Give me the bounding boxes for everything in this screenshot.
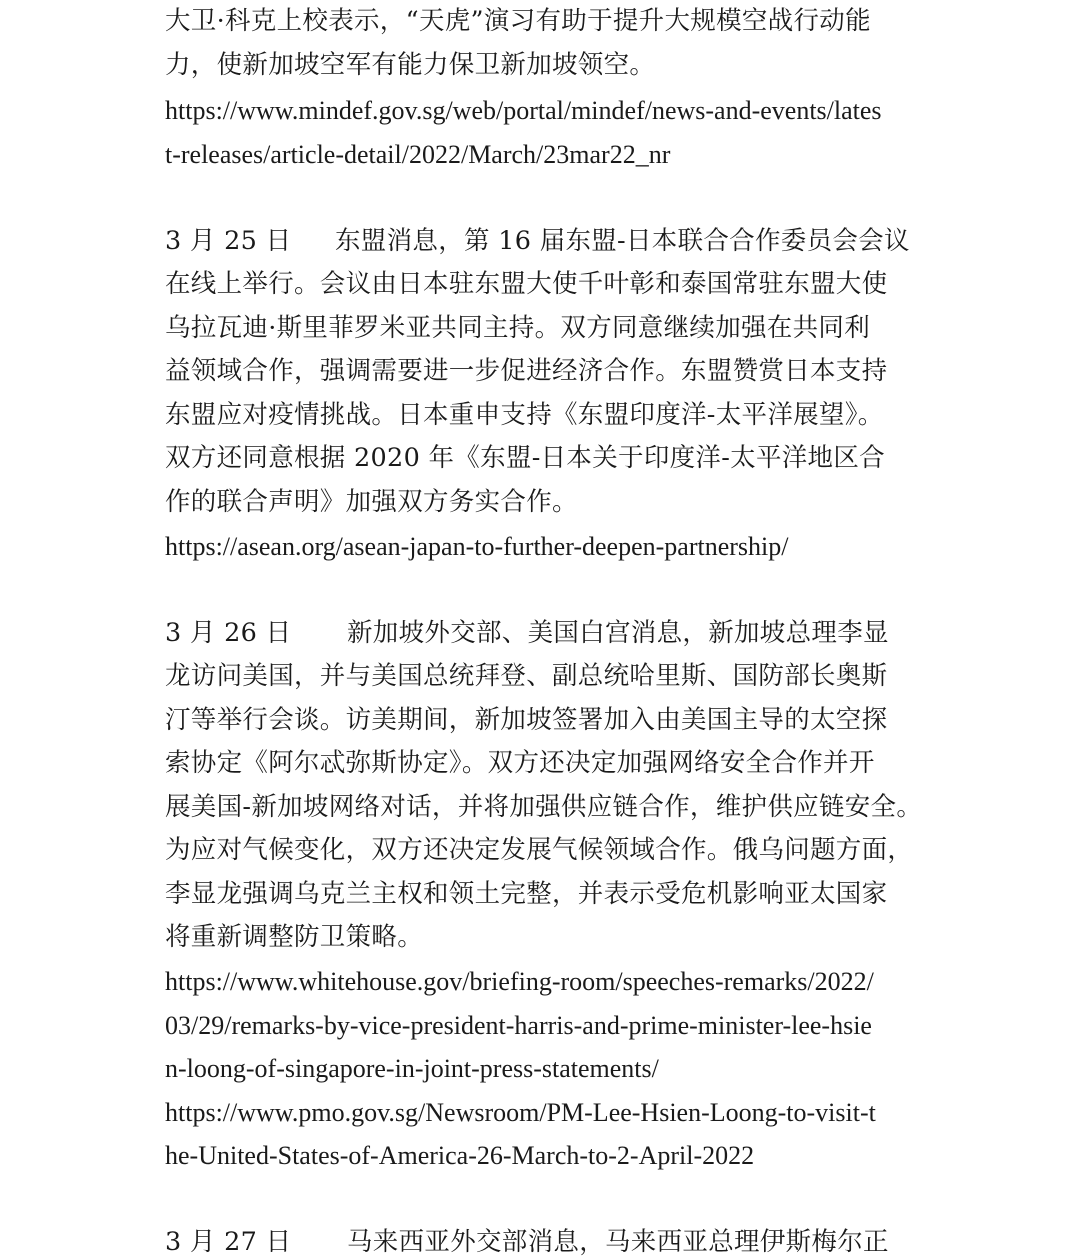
source-url[interactable]: t-releases/article-detail/2022/March/23mar22_nr xyxy=(165,140,671,169)
paragraph-line: 大卫·科克上校表示，“天虎”演习有助于提升大规模空战行动能 xyxy=(165,6,871,36)
paragraph-line: 龙访问美国，并与美国总统拜登、副总统哈里斯、国防部长奥斯 xyxy=(165,661,888,691)
paragraph-line: 为应对气候变化，双方还决定发展气候领域合作。俄乌问题方面， xyxy=(165,835,914,865)
paragraph-line: 作的联合声明》加强双方务实合作。 xyxy=(165,487,578,517)
paragraph-line: 东盟消息，第 16 届东盟-日本联合合作委员会会议 xyxy=(335,226,910,256)
paragraph-line: 双方还同意根据 2020 年《东盟-日本关于印度洋-太平洋地区合 xyxy=(165,443,885,473)
paragraph-line: 展美国-新加坡网络对话，并将加强供应链合作，维护供应链安全。 xyxy=(165,792,923,822)
paragraph-line: 东盟应对疫情挑战。日本重申支持《东盟印度洋-太平洋展望》。 xyxy=(165,400,884,430)
source-url[interactable]: https://www.whitehouse.gov/briefing-room/speeches-remarks/2022/ xyxy=(165,967,874,996)
source-url[interactable]: he-United-States-of-America-26-March-to-2-April-2022 xyxy=(165,1141,755,1170)
paragraph-line: 汀等举行会谈。访美期间，新加坡签署加入由美国主导的太空探 xyxy=(165,705,888,735)
paragraph-line: 在线上举行。会议由日本驻东盟大使千叶彰和泰国常驻东盟大使 xyxy=(165,269,888,299)
paragraph-line: 力，使新加坡空军有能力保卫新加坡领空。 xyxy=(165,50,656,80)
entry-heading xyxy=(165,224,910,258)
entry-heading xyxy=(165,1225,889,1259)
paragraph-line: 马来西亚外交部消息，马来西亚总理伊斯梅尔正 xyxy=(347,1227,889,1257)
source-url[interactable]: https://asean.org/asean-japan-to-further-deepen-partnership/ xyxy=(165,532,789,561)
entry-date: 3 月 27 日 xyxy=(165,1227,292,1257)
paragraph-line: 将重新调整防卫策略。 xyxy=(165,922,424,952)
paragraph-line: 李显龙强调乌克兰主权和领土完整，并表示受危机影响亚太国家 xyxy=(165,879,888,909)
source-url[interactable]: 03/29/remarks-by-vice-president-harris-and-prime-minister-lee-hsie xyxy=(165,1011,872,1040)
source-url[interactable]: https://www.pmo.gov.sg/Newsroom/PM-Lee-Hsien-Loong-to-visit-t xyxy=(165,1098,876,1127)
paragraph-line: 新加坡外交部、美国白宫消息，新加坡总理李显 xyxy=(347,618,889,648)
entry-heading xyxy=(165,616,889,650)
source-url[interactable]: https://www.mindef.gov.sg/web/portal/mindef/news-and-events/lates xyxy=(165,96,882,125)
source-url[interactable]: n-loong-of-singapore-in-joint-press-statements/ xyxy=(165,1054,659,1083)
entry-date: 3 月 26 日 xyxy=(165,618,292,648)
paragraph-line: 乌拉瓦迪·斯里菲罗米亚共同主持。双方同意继续加强在共同利 xyxy=(165,313,871,343)
paragraph-line: 索协定《阿尔忒弥斯协定》。双方还决定加强网络安全合作并开 xyxy=(165,748,875,778)
paragraph-line: 益领域合作，强调需要进一步促进经济合作。东盟赞赏日本支持 xyxy=(165,356,888,386)
entry-date: 3 月 25 日 xyxy=(165,226,292,256)
